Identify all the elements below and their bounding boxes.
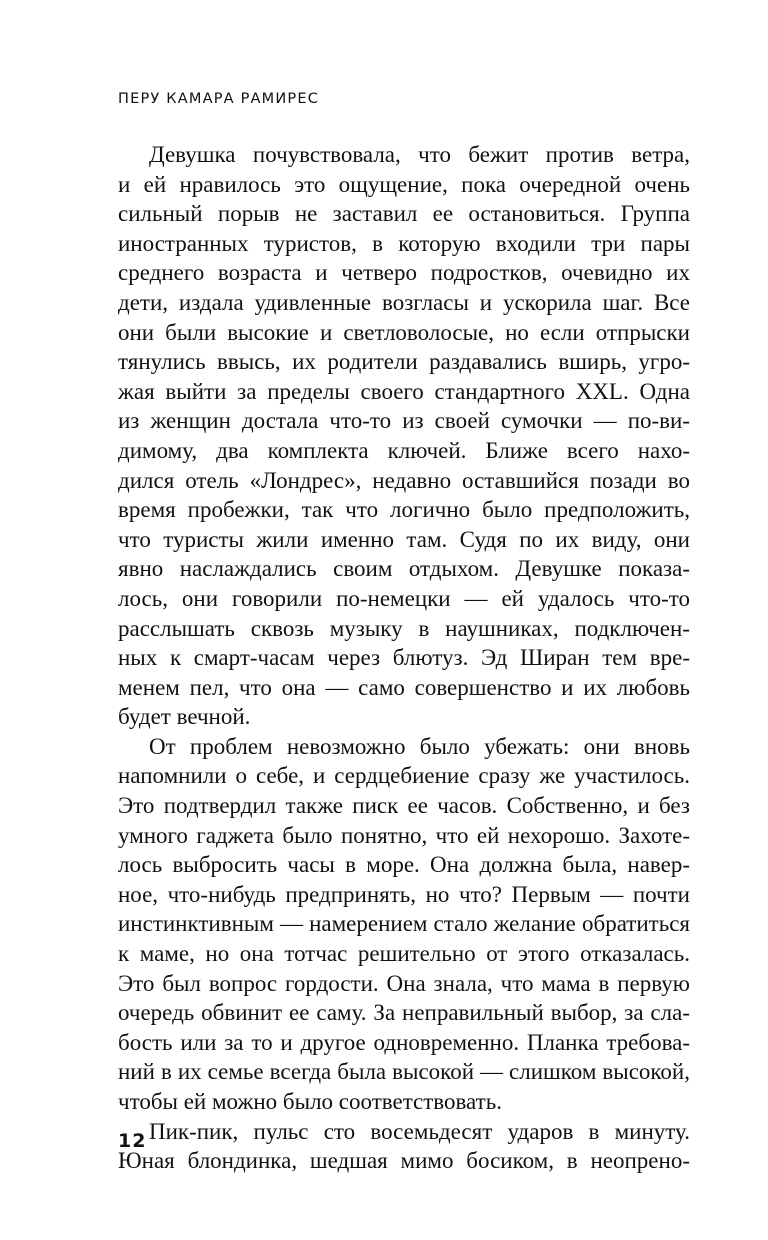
text-line: дети, издала удивленные возгласы и ускорила шаг. Все	[118, 289, 690, 315]
text-line: они были высокие и светловолосые, но если отпрыски	[118, 319, 690, 345]
text-line: время пробежки, так что логично было предположить,	[118, 497, 690, 523]
text-line: ное, что-нибудь предпринять, но что? Первым — почти	[118, 881, 690, 907]
text-line: дился отель «Лондрес», недавно оставшийся позади во	[118, 467, 690, 493]
text-line: расслышать сквозь музыку в наушниках, подключен-	[118, 615, 690, 641]
text-line: ний в их семье всегда была высокой — слишком высокой,	[118, 1059, 690, 1085]
text-line: чтобы ей можно было соответствовать.	[118, 1089, 502, 1114]
text-line: Юная блондинка, шедшая мимо босиком, в неопрено-	[118, 1148, 690, 1174]
text-line: и ей нравилось это ощущение, пока очередной очень	[118, 171, 690, 197]
text-line: Пик-пик, пульс сто восемьдесят ударов в минуту.	[149, 1118, 690, 1144]
text-line: От проблем невозможно было убежать: они вновь	[149, 733, 690, 759]
text-line: очередь обвинит ее саму. За неправильный выбор, за сла-	[118, 1000, 690, 1026]
text-line: явно наслаждались своим отдыхом. Девушке показа-	[118, 556, 690, 582]
text-line: иностранных туристов, в которую входили три пары	[118, 230, 690, 256]
text-body	[118, 140, 690, 1176]
text-line: инстинктивным — намерением стало желание обратиться	[118, 911, 690, 937]
text-line: Девушка почувствовала, что бежит против ветра,	[149, 142, 690, 167]
text-line: будет вечной.	[118, 704, 251, 730]
text-line: лось выбросить часы в море. Она должна была, навер-	[118, 852, 690, 878]
text-line: димому, два комплекта ключей. Ближе всего нахо-	[118, 437, 690, 463]
text-line: бость или за то и другое одновременно. Планка требова-	[118, 1029, 690, 1055]
paragraph	[118, 1117, 690, 1176]
text-line: Это подтвердил также писк ее часов. Собственно, и без	[118, 793, 690, 819]
text-line: к маме, но она тотчас решительно от этого отказалась.	[118, 941, 690, 967]
paragraph	[118, 732, 690, 1117]
text-line: умного гаджета было понятно, что ей нехорошо. Захоте-	[118, 822, 690, 848]
text-line: жая выйти за пределы своего стандартного XXL. Одна	[118, 378, 690, 404]
text-line: сильный порыв не заставил ее остановиться. Группа	[118, 201, 690, 227]
text-line: лось, они говорили по-немецки — ей удалось что-то	[118, 585, 690, 611]
text-line: напомнили о себе, и сердцебиение сразу же участилось.	[118, 763, 690, 789]
page-number: 12	[118, 1130, 147, 1152]
text-line: ных к смарт-часам через блютуз. Эд Ширан тем вре-	[118, 645, 690, 671]
text-line: менем пел, что она — само совершенство и их любовь	[118, 674, 690, 700]
text-line: среднего возраста и четверо подростков, очевидно их	[118, 260, 690, 286]
text-line: Это был вопрос гордости. Она знала, что мама в первую	[118, 970, 690, 996]
paragraph	[118, 140, 690, 732]
text-line: из женщин достала что-то из своей сумочки — по-ви-	[118, 408, 690, 434]
text-line: тянулись ввысь, их родители раздавались вширь, угро-	[118, 349, 690, 375]
text-line: что туристы жили именно там. Судя по их виду, они	[118, 526, 690, 552]
running-head: ПЕРУ КАМАРА РАМИРЕС	[118, 91, 320, 107]
